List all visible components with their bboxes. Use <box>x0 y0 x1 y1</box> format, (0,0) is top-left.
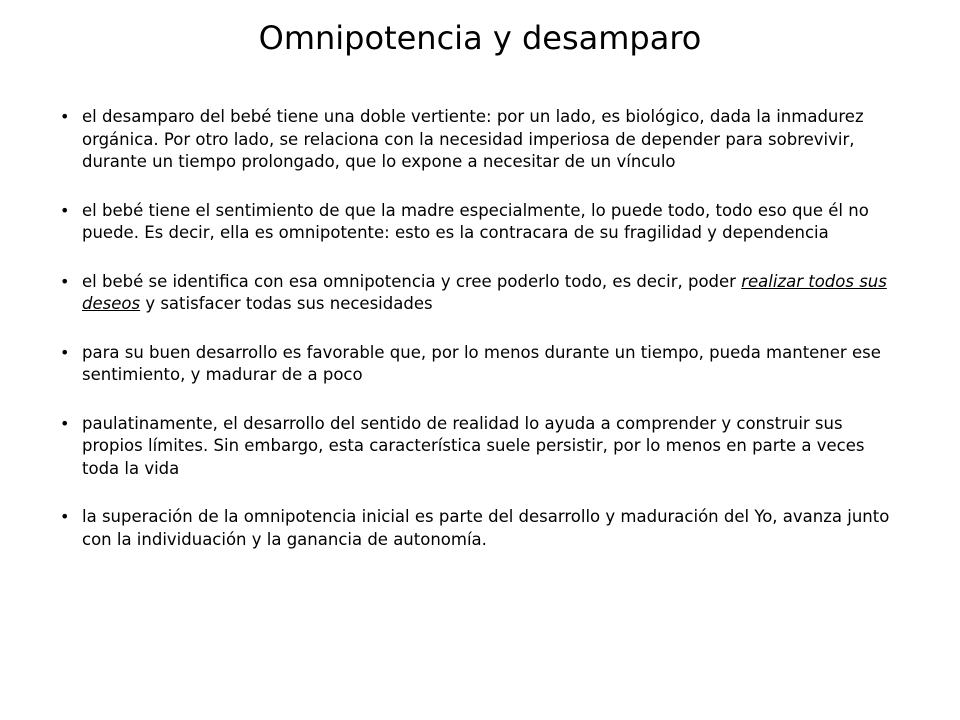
bullet-item <box>60 106 890 174</box>
bullet-list <box>60 106 890 551</box>
slide-title: Omnipotencia y desamparo <box>258 19 702 57</box>
bullet-dot-icon: • <box>60 271 70 291</box>
bullet-text: el bebé tiene el sentimiento de que la madre especialmente, lo puede todo, todo eso que él no puede. Es decir, ella es omnipotente: esto es la contracara de su fragilidad y dependencia <box>82 200 869 242</box>
bullet-item <box>60 342 890 387</box>
bullet-item <box>60 200 890 245</box>
bullet-dot-icon: • <box>60 200 70 220</box>
bullet-dot-icon: • <box>60 507 70 526</box>
bullet-text-part: y satisfacer todas sus necesidades <box>140 294 433 313</box>
bullet-dot-icon: • <box>60 413 70 433</box>
bullet-text: el desamparo del bebé tiene una doble vertiente: por un lado, es biológico, dada la inmadurez orgánica. Por otro lado, se relaciona con la necesidad imperiosa de depender para sobrevivir, durante un tiempo prolongado, que lo expone a necesitar de un vínculo <box>82 107 864 171</box>
bullet-text: para su buen desarrollo es favorable que, por lo menos durante un tiempo, pueda mantener ese sentimiento, y madurar de a poco <box>82 342 881 384</box>
emphasized-phrase: realizar todos sus deseos <box>82 271 887 313</box>
bullet-text: la superación de la omnipotencia inicial es parte del desarrollo y maduración del Yo, avanza junto con la individuación y la ganancia de autonomía. <box>82 507 890 549</box>
bullet-text: paulatinamente, el desarrollo del sentido de realidad lo ayuda a comprender y construir sus propios límites. Sin embargo, esta característica suele persistir, por lo menos en parte a veces toda la vida <box>82 413 865 478</box>
bullet-text-part: el bebé se identifica con esa omnipotencia y cree poderlo todo, es decir, poder <box>82 271 742 291</box>
bullet-dot-icon: • <box>60 342 70 362</box>
bullet-dot-icon: • <box>60 107 70 126</box>
bullet-item <box>60 271 890 316</box>
bullet-item <box>60 413 890 481</box>
bullet-item <box>60 506 890 551</box>
